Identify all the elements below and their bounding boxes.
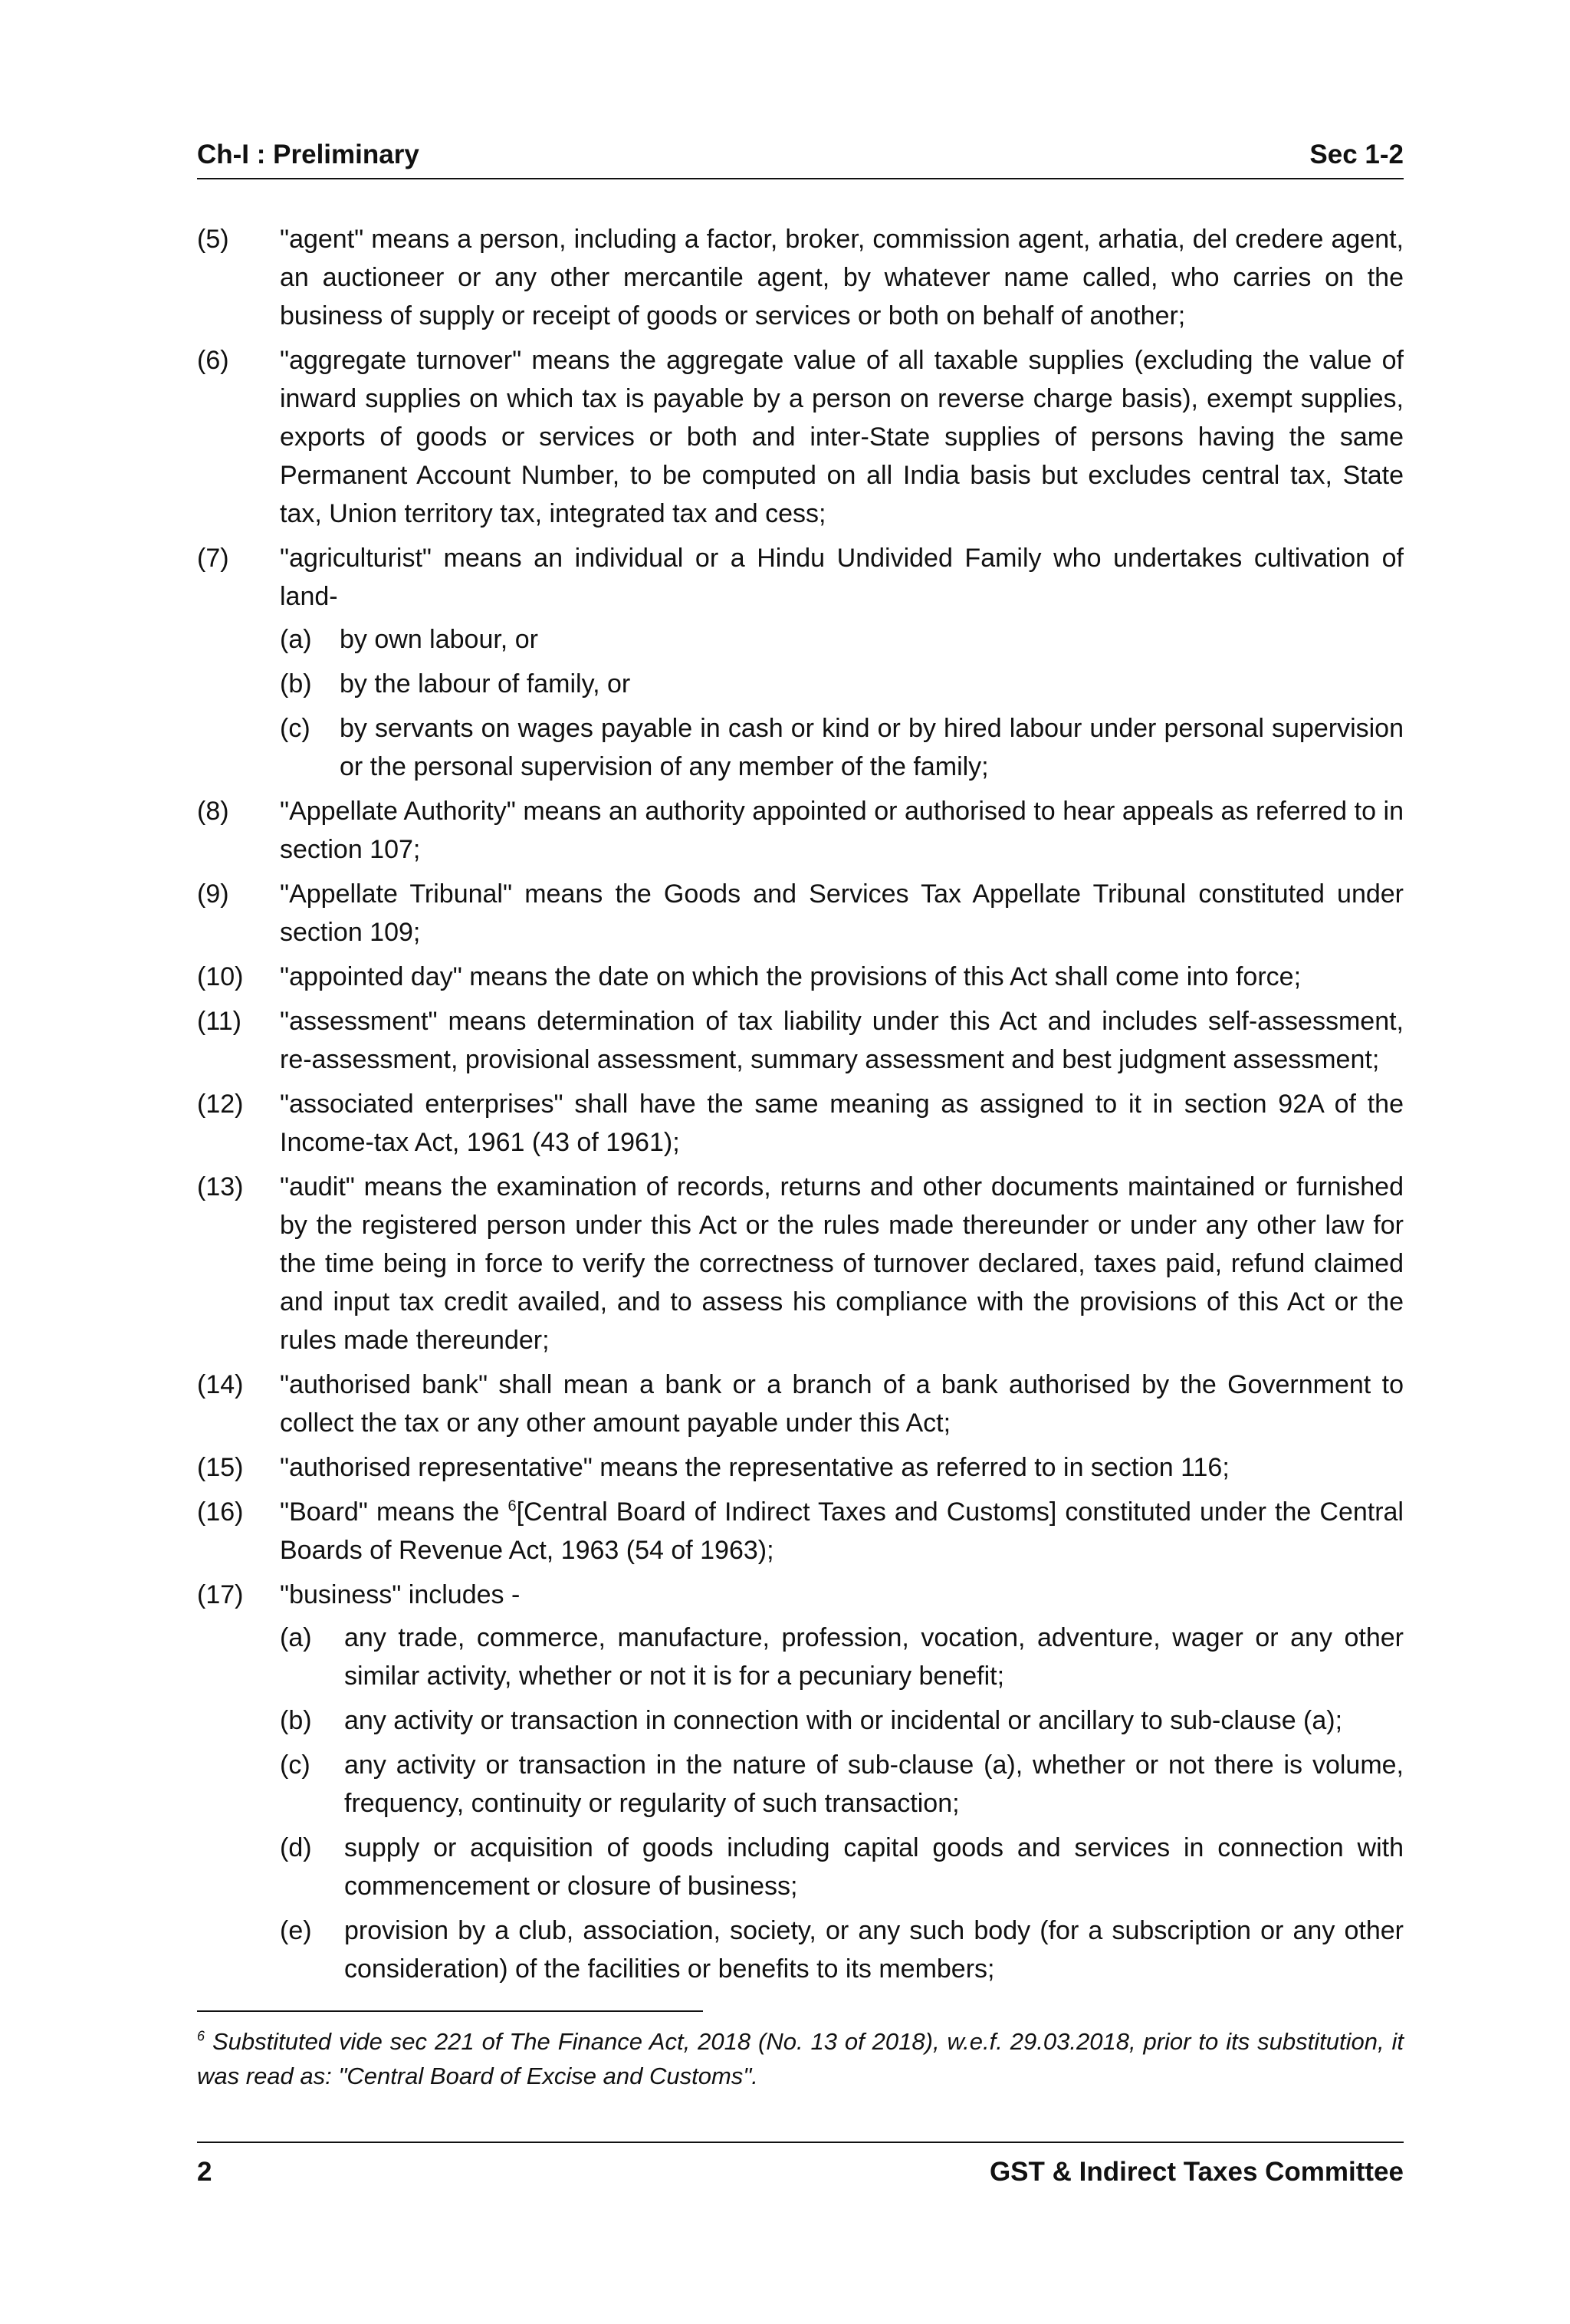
sub-clause-c [280, 1746, 1404, 1823]
clause-text: "agent" means a person, including a factor, broker, commission agent, arhatia, del credere agent, an auctioneer or any other mercantile agent, by whatever name called, who carries on the business of supply or receipt of goods or services or both on behalf of another; [280, 225, 1404, 330]
clause-16 [197, 1493, 1404, 1570]
sub-clause-text: any trade, commerce, manufacture, profession, vocation, adventure, wager or any other similar activity, whether or not it is for a pecuniary benefit; [344, 1623, 1404, 1691]
footnote-divider [197, 2010, 703, 2012]
clause-text: "assessment" means determination of tax liability under this Act and includes self-assessment, re-assessment, provisional assessment, summary assessment and best judgment assessment; [280, 1007, 1404, 1074]
clause-11 [197, 1002, 1404, 1079]
clause-15 [197, 1448, 1404, 1487]
sub-clause-letter: (b) [280, 1706, 312, 1735]
clause-text: "associated enterprises" shall have the same meaning as assigned to it in section 92A of the Income-tax Act, 1961 (43 of 1961); [280, 1090, 1404, 1157]
sub-clause-list [280, 620, 1404, 786]
sub-clause-letter: (c) [280, 1750, 310, 1780]
clause-6 [197, 341, 1404, 533]
clause-text: "authorised representative" means the representative as referred to in section 116; [280, 1453, 1230, 1482]
clause-5 [197, 220, 1404, 335]
footnote-text: Substituted vide sec 221 of The Finance Act, 2018 (No. 13 of 2018), w.e.f. 29.03.2018, prior to its substitution, it was read as: "Central Board of Excise and Customs". [197, 2028, 1404, 2089]
footer-divider [197, 2142, 1404, 2143]
sub-clause-list [280, 1619, 1404, 1988]
section-range: Sec 1-2 [1309, 140, 1404, 169]
sub-clause-letter: (a) [280, 625, 312, 654]
sub-clause-c [280, 709, 1404, 786]
clause-number: (17) [197, 1580, 244, 1609]
clause-text-lead: "Board" means the [280, 1497, 508, 1527]
sub-clause-e [280, 1911, 1404, 1988]
chapter-title: Ch-I : Preliminary [197, 140, 419, 169]
clause-number: (8) [197, 797, 229, 826]
clause-text: "appointed day" means the date on which the provisions of this Act shall come into force; [280, 962, 1302, 991]
sub-clause-text: provision by a club, association, society, or any such body (for a subscription or any other consideration) of the facilities or benefits to its members; [344, 1916, 1404, 1984]
sub-clause-a [280, 620, 1404, 659]
sub-clause-d [280, 1829, 1404, 1905]
clause-number: (6) [197, 346, 229, 375]
clause-text [280, 1493, 1404, 1570]
sub-clause-text: by servants on wages payable in cash or kind or by hired labour under personal supervision or the personal supervision of any member of the family; [340, 714, 1404, 781]
sub-clause-text: by the labour of family, or [340, 669, 631, 699]
sub-clause-letter: (c) [280, 714, 310, 743]
clause-number: (16) [197, 1497, 244, 1527]
clause-number: (12) [197, 1090, 244, 1119]
clause-9 [197, 875, 1404, 952]
publisher-name: GST & Indirect Taxes Committee [989, 2157, 1404, 2187]
sub-clause-letter: (d) [280, 1833, 312, 1862]
clause-text: "aggregate turnover" means the aggregate value of all taxable supplies (excluding the value of inward supplies on which tax is payable by a person on reverse charge basis), exempt supplies, exports of goods or services or both and inter-State supplies of persons having the same Permanent Account Number, to be computed on all India basis but excludes central tax, State tax, Union territory tax, integrated tax and cess; [280, 346, 1404, 528]
sub-clause-letter: (e) [280, 1916, 312, 1945]
sub-clause-b [280, 1701, 1404, 1740]
clause-text: "Appellate Tribunal" means the Goods and Services Tax Appellate Tribunal constituted under section 109; [280, 879, 1404, 947]
clause-number: (10) [197, 962, 244, 991]
clause-text: "authorised bank" shall mean a bank or a branch of a bank authorised by the Government to collect the tax or any other amount payable under this Act; [280, 1370, 1404, 1438]
clause-text-rest: [Central Board of Indirect Taxes and Customs] constituted under the Central Boards of Revenue Act, 1963 (54 of 1963); [280, 1497, 1404, 1565]
clause-10 [197, 958, 1404, 996]
sub-clause-letter: (a) [280, 1623, 312, 1652]
footnote-reference[interactable]: 6 [507, 1497, 517, 1515]
sub-clause-letter: (b) [280, 669, 312, 699]
header-divider [197, 178, 1404, 179]
clause-text: "audit" means the examination of records, returns and other documents maintained or furnished by the registered person under this Act or the rules made thereunder or under any other law for the time being in force to verify the correctness of turnover declared, taxes paid, refund claimed and input tax credit availed, and to assess his compliance with the provisions of this Act or the rules made thereunder; [280, 1172, 1404, 1355]
page-number: 2 [197, 2157, 212, 2187]
footnote-marker: 6 [197, 2028, 205, 2044]
clause-number: (9) [197, 879, 229, 909]
sub-clause-b [280, 665, 1404, 703]
clause-number: (13) [197, 1172, 244, 1201]
running-header [197, 140, 1404, 178]
clause-13 [197, 1168, 1404, 1359]
sub-clause-a [280, 1619, 1404, 1695]
clause-number: (14) [197, 1370, 244, 1399]
clause-14 [197, 1366, 1404, 1442]
sub-clause-text: any activity or transaction in the nature of sub-clause (a), whether or not there is volume, frequency, continuity or regularity of such transaction; [344, 1750, 1404, 1818]
clause-number: (5) [197, 225, 229, 254]
clause-number: (15) [197, 1453, 244, 1482]
clause-12 [197, 1085, 1404, 1162]
clause-7 [197, 539, 1404, 786]
sub-clause-text: supply or acquisition of goods including capital goods and services in connection with commencement or closure of business; [344, 1833, 1404, 1901]
sub-clause-text: any activity or transaction in connection with or incidental or ancillary to sub-clause (a); [344, 1706, 1343, 1735]
clause-text: "agriculturist" means an individual or a Hindu Undivided Family who undertakes cultivation of land- [280, 544, 1404, 611]
footnote [197, 2024, 1404, 2093]
clause-text: "business" includes - [280, 1580, 521, 1609]
clause-number: (7) [197, 544, 229, 573]
clause-number: (11) [197, 1007, 241, 1036]
document-page [197, 0, 1404, 2324]
running-footer [197, 2157, 1404, 2195]
definitions-list [197, 220, 1404, 1994]
clause-text: "Appellate Authority" means an authority appointed or authorised to hear appeals as referred to in section 107; [280, 797, 1404, 864]
sub-clause-text: by own labour, or [340, 625, 538, 654]
clause-8 [197, 792, 1404, 869]
clause-17 [197, 1576, 1404, 1988]
